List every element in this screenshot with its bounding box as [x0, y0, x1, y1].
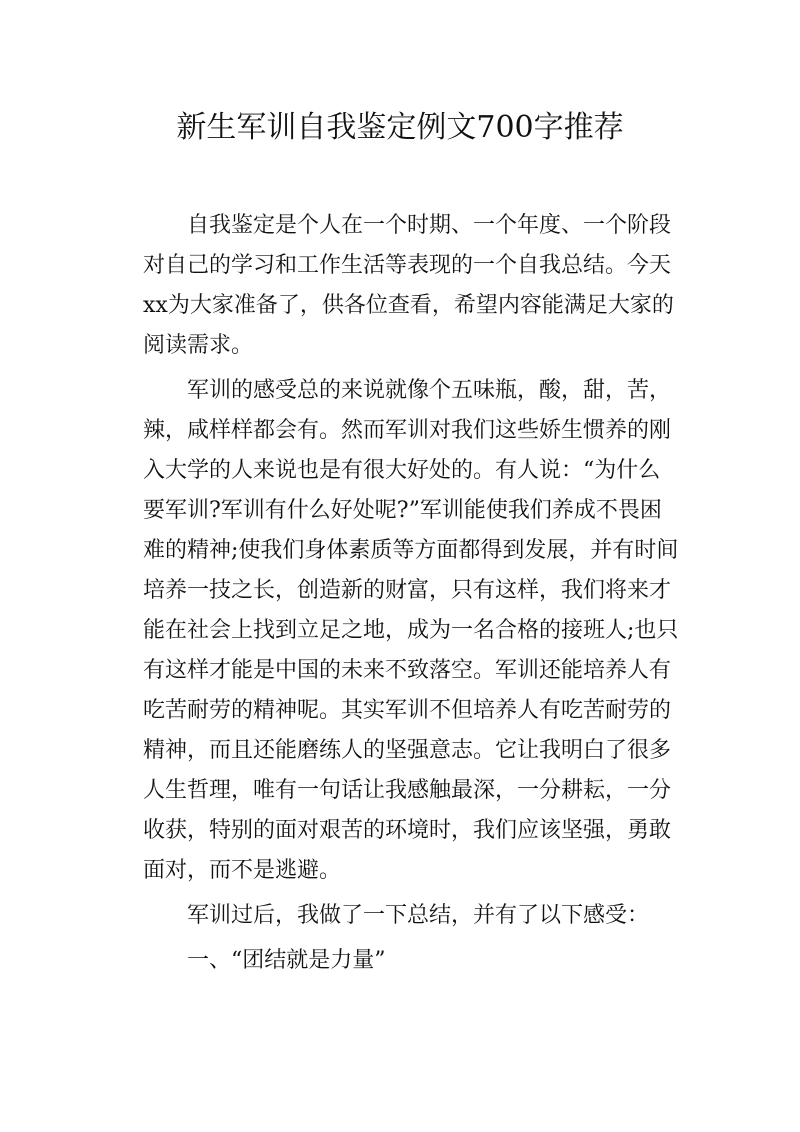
text-line: 精神，而且还能磨练人的坚强意志。它让我明白了很多 — [143, 738, 672, 763]
text-line: 收获，特别的面对艰苦的环境时，我们应该坚强，勇敢 — [143, 818, 672, 843]
paragraph-summary — [143, 896, 663, 936]
text-line: 入大学的人来说也是有很大好处的。有人说：“为什么 — [143, 458, 661, 483]
text-line: 对自己的学习和工作生活等表现的一个自我总结。今天 — [143, 253, 672, 278]
text-line: 难的精神;使我们身体素质等方面都得到发展，并有时间 — [143, 538, 679, 563]
section-heading-unity — [143, 941, 663, 981]
text-line: 人生哲理，唯有一句话让我感触最深，一分耕耘，一分 — [143, 778, 672, 803]
paragraph-intro — [143, 206, 674, 366]
text-line: 自我鉴定是个人在一个时期、一个年度、一个阶段 — [187, 213, 672, 238]
text-line: 能在社会上找到立足之地，成为一名合格的接班人;也只 — [143, 618, 679, 643]
paragraph-military-training — [143, 371, 679, 891]
text-line: 吃苦耐劳的精神呢。其实军训不但培养人有吃苦耐劳的 — [143, 698, 672, 723]
text-line: 阅读需求。 — [143, 333, 254, 358]
text-line: 军训的感受总的来说就像个五味瓶，酸，甜，苦， — [187, 378, 672, 403]
text-line: 培养一技之长，创造新的财富，只有这样，我们将来才 — [143, 578, 672, 603]
document-title: 新生军训自我鉴定例文700字推荐 — [176, 110, 624, 145]
text-line: 要军训?军训有什么好处呢?”军训能使我们养成不畏困 — [143, 498, 662, 523]
text-line: 军训过后，我做了一下总结，并有了以下感受： — [187, 903, 650, 928]
text-line: xx为大家准备了，供各位查看，希望内容能满足大家的 — [143, 293, 674, 318]
document-body — [143, 206, 679, 981]
text-line: 一、“团结就是力量” — [187, 948, 386, 973]
text-line: 辣，咸样样都会有。然而军训对我们这些娇生惯养的刚 — [143, 418, 672, 443]
text-line: 有这样才能是中国的未来不致落空。军训还能培养人有 — [143, 658, 672, 683]
text-line: 面对，而不是逃避。 — [143, 858, 342, 883]
